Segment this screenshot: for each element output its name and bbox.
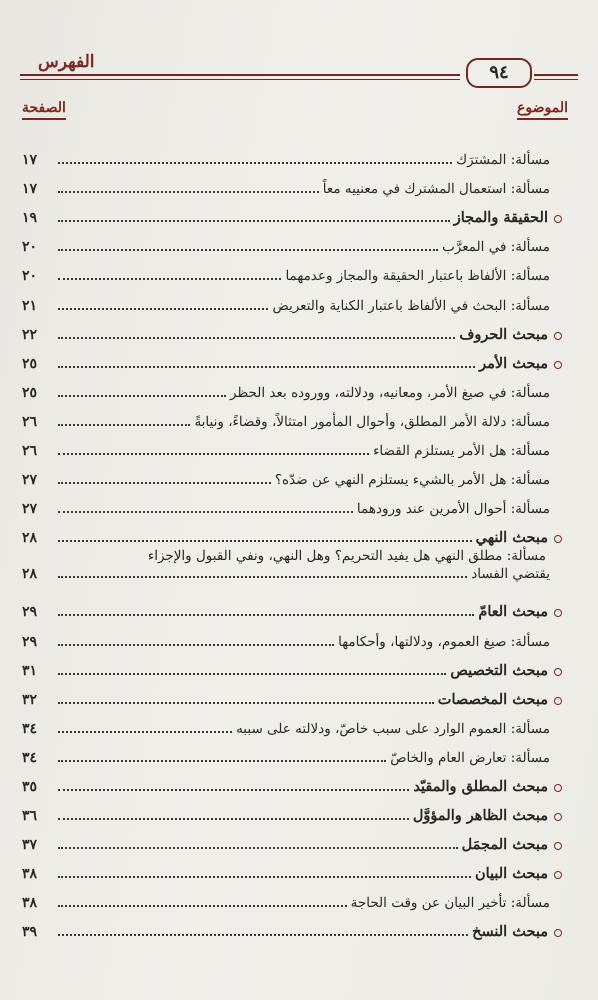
dot-leader [58, 395, 226, 397]
entry-page-number: ٢٠ [22, 239, 38, 256]
entry-title: مبحث البيان [474, 865, 548, 883]
entry-page-number: ١٩ [22, 210, 38, 227]
circle-bullet-icon [554, 215, 562, 223]
toc-entry [22, 709, 562, 738]
entry-title: مسألة: الألفاظ باعتبار الحقيقة والمجاز وعدمهما [285, 268, 550, 285]
bullet-spacer [556, 450, 562, 456]
dot-leader [58, 847, 458, 849]
dot-leader [58, 278, 281, 280]
entry-page-number: ٢٩ [22, 633, 38, 650]
circle-bullet-icon [554, 668, 562, 676]
dot-leader [58, 337, 455, 339]
page-header [20, 52, 578, 96]
toc-entry [22, 460, 562, 489]
entry-page-number: ٢٧ [22, 501, 38, 518]
entry-title: مسألة: العموم الوارد على سبب خاصّ، ودلالته على سببه [236, 720, 550, 737]
bullet-spacer [556, 392, 562, 398]
entry-title: مبحث التخصيص [450, 661, 548, 679]
toc-entries [22, 140, 562, 941]
entry-page-number: ٢١ [22, 297, 38, 314]
bullet-spacer [556, 188, 562, 194]
toc-section-entry [22, 315, 562, 344]
entry-page-number: ٢٦ [22, 443, 38, 460]
circle-bullet-icon [554, 361, 562, 369]
entry-title: مسألة: أحوال الأمرين عند ورودهما [356, 501, 550, 518]
bullet-spacer [556, 902, 562, 908]
dot-leader [58, 424, 190, 426]
entry-title: مسألة: في صيغ الأمر، ومعانيه، ودلالته، ووروده بعد الحظر [230, 384, 550, 401]
entry-title: مسألة: صيغ العموم، ودلالتها، وأحكامها [338, 633, 550, 650]
entry-page-number: ٣٤ [22, 720, 38, 737]
toc-entry [22, 489, 562, 518]
circle-bullet-icon [554, 697, 562, 705]
toc-entry [22, 431, 562, 460]
dot-leader [58, 702, 434, 704]
toc-entry [22, 883, 562, 912]
toc-section-entry [22, 198, 562, 227]
toc-section-entry [22, 767, 562, 796]
bullet-spacer [556, 159, 562, 165]
bullet-spacer [556, 421, 562, 427]
bullet-spacer [556, 641, 562, 647]
header-rule-left [20, 74, 460, 76]
entry-title: مسألة: استعمال المشترك في معنييه معاً [322, 181, 550, 198]
entry-title: مسألة: تعارض العام والخاصّ [390, 749, 550, 766]
dot-leader [58, 482, 271, 484]
entry-title: مسألة: دلالة الأمر المطلق، وأحوال المأمور امتثالاً، وقضاءً، ونيابةً [194, 413, 550, 430]
toc-entry [22, 547, 562, 592]
entry-title: مسألة: في المعرَّب [442, 239, 550, 256]
bullet-spacer [556, 305, 562, 311]
dot-leader [58, 220, 450, 222]
entry-page-number: ٢٥ [22, 355, 38, 372]
dot-leader [58, 760, 386, 762]
dot-leader [58, 162, 452, 164]
entry-page-number: ٢٨ [22, 530, 38, 547]
entry-page-number: ١٧ [22, 181, 38, 198]
page-column-heading: الصفحة [22, 100, 66, 120]
circle-bullet-icon [554, 929, 562, 937]
header-rule-right [534, 74, 578, 76]
toc-entry [22, 738, 562, 767]
dot-leader [58, 308, 268, 310]
entry-page-number: ٢٢ [22, 326, 38, 343]
circle-bullet-icon [554, 813, 562, 821]
bullet-spacer [556, 275, 562, 281]
entry-page-number: ٣٥ [22, 778, 38, 795]
bullet-spacer [556, 508, 562, 514]
toc-section-entry [22, 592, 562, 621]
entry-title: مسألة: هل الأمر يستلزم القضاء [373, 443, 550, 460]
entry-title: الحقيقة والمجاز [453, 209, 548, 227]
entry-title: مسألة: البحث في الألفاظ باعتبار الكناية والتعريض [272, 297, 550, 314]
dot-leader [58, 876, 471, 878]
entry-title: مبحث الظاهر والمؤوَّل [412, 807, 548, 825]
entry-page-number: ٢٦ [22, 413, 38, 430]
header-rule-right-thin [534, 79, 578, 80]
entry-title: مسألة: هل الأمر بالشيء يستلزم النهي عن ضدّه؟ [274, 472, 550, 489]
entry-title: مبحث الأمر [479, 354, 548, 372]
dot-leader [58, 818, 409, 820]
topic-column-heading: الموضوع [517, 100, 568, 120]
entry-page-number: ٣٢ [22, 691, 38, 708]
entry-page-number: ٣١ [22, 662, 38, 679]
toc-entry [22, 621, 562, 650]
entry-page-number: ٢٥ [22, 384, 38, 401]
circle-bullet-icon [554, 784, 562, 792]
bullet-spacer [556, 479, 562, 485]
toc-entry [22, 227, 562, 256]
toc-section-entry [22, 680, 562, 709]
toc-section-entry [22, 912, 562, 941]
circle-bullet-icon [554, 609, 562, 617]
toc-entry [22, 402, 562, 431]
entry-title: مبحث العامّ [478, 603, 548, 621]
circle-bullet-icon [554, 332, 562, 340]
entry-title: يقتضي الفساد [471, 566, 550, 583]
entry-title: مسألة: مطلق النهي هل يفيد التحريم؟ وهل النهي، ونفي القبول والإجزاء [147, 548, 546, 565]
page-number: ٩٤ [466, 58, 532, 88]
circle-bullet-icon [554, 842, 562, 850]
bullet-spacer [556, 728, 562, 734]
entry-title: مبحث الحروف [459, 325, 548, 343]
entry-page-number: ٣٧ [22, 837, 38, 854]
entry-page-number: ٣٨ [22, 895, 38, 912]
dot-leader [58, 673, 446, 675]
entry-page-number: ٣٤ [22, 749, 38, 766]
entry-title: مبحث المطلق والمقيّد [413, 777, 548, 795]
toc-section-entry [22, 518, 562, 547]
dot-leader [58, 511, 353, 513]
entry-page-number: ٢٠ [22, 268, 38, 285]
circle-bullet-icon [554, 535, 562, 543]
toc-section-entry [22, 796, 562, 825]
circle-bullet-icon [554, 871, 562, 879]
dot-leader [58, 249, 438, 251]
entry-page-number: ٣٨ [22, 866, 38, 883]
dot-leader [58, 731, 232, 733]
entry-title: مسألة: تأخير البيان عن وقت الحاجة [350, 895, 550, 912]
bullet-spacer [556, 246, 562, 252]
entry-page-number: ٣٦ [22, 808, 38, 825]
toc-entry [22, 285, 562, 314]
toc-section-entry [22, 651, 562, 680]
dot-leader [58, 366, 475, 368]
entry-page-number: ٢٧ [22, 472, 38, 489]
dot-leader [58, 644, 334, 646]
entry-title: مبحث النسخ [472, 923, 548, 941]
dot-leader [58, 905, 347, 907]
dot-leader [58, 934, 468, 936]
entry-title: مبحث المجمَل [461, 836, 548, 854]
bullet-spacer [556, 757, 562, 763]
entry-title: مبحث النهي [475, 529, 548, 547]
dot-leader [58, 789, 409, 791]
dot-leader [58, 453, 369, 455]
dot-leader [58, 576, 467, 578]
toc-section-entry [22, 825, 562, 854]
toc-entry [22, 140, 562, 169]
toc-section-entry [22, 854, 562, 883]
entry-title: مسألة: المشترَك [456, 152, 550, 169]
toc-entry [22, 256, 562, 285]
dot-leader [58, 540, 472, 542]
entry-page-number: ٢٩ [22, 604, 38, 621]
dot-leader [58, 614, 474, 616]
bullet-spacer [556, 573, 562, 579]
entry-page-number: ٢٨ [22, 566, 38, 583]
toc-entry [22, 169, 562, 198]
entry-title: مبحث المخصصات [437, 690, 548, 708]
entry-page-number: ١٧ [22, 152, 38, 169]
dot-leader [58, 191, 319, 193]
toc-section-entry [22, 344, 562, 373]
index-title: الفهرس [38, 52, 95, 72]
toc-entry [22, 373, 562, 402]
entry-page-number: ٣٩ [22, 924, 38, 941]
header-rule-left-thin [20, 79, 460, 80]
